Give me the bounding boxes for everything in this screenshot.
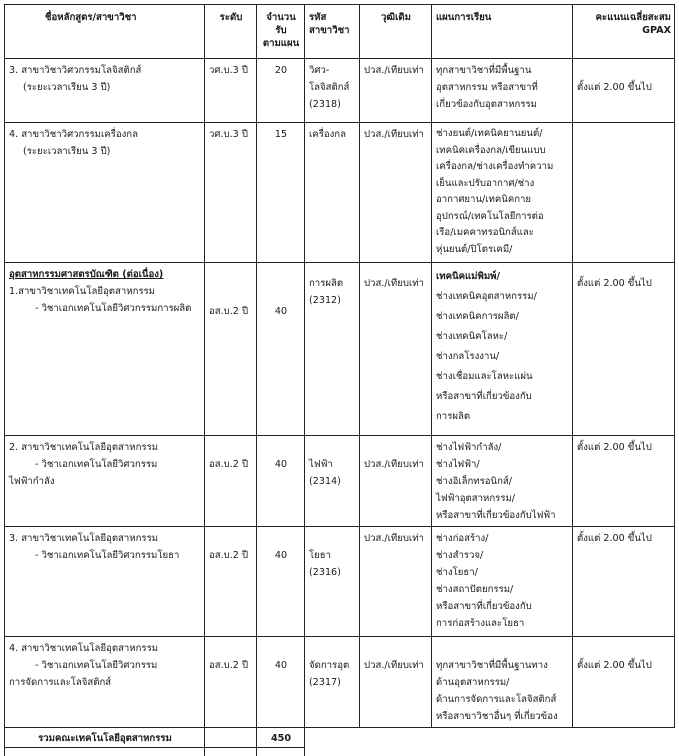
gpax-cell: ตั้งแต่ 2.00 ขึ้นไป [573,436,675,527]
plan-cell: ช่างก่อสร้าง/ ช่างสำรวจ/ ช่างโยธา/ ช่างสถาปัตยกรรม/ หรือสาขาที่เกี่ยวข้องกับ การก่อสร้างและโยธา [432,527,573,637]
level-cell: อส.บ.2 ปี [205,436,257,527]
plan-cell: เทคนิคแม่พิมพ์/ ช่างเทคนิคอุตสาหกรรม/ ช่างเทคนิคการผลิต/ ช่างเทคนิคโลหะ/ ช่างกลโรงงาน/ ช่างเชื่อมและโลหะแผ่น หรือสาขาที่เกี่ยวข้องกับ การผลิต [432,263,573,436]
level-cell: อส.บ.2 ปี [205,263,257,436]
total-value: 450 [257,728,305,748]
gpax-cell: ตั้งแต่ 2.00 ขึ้นไป [573,59,675,123]
gpax-cell: ตั้งแต่ 2.00 ขึ้นไป [573,637,675,728]
code-cell: วิศว- โลจิสติกส์ (2318) [305,59,360,123]
quota-cell: 40 [257,263,305,436]
qualification-cell: ปวส./เทียบเท่า [360,527,432,637]
plan-cell: ทุกสาขาวิชาที่มีพื้นฐานทาง ด้านอุตสาหกรรม/ ด้านการจัดการและโลจิสติกส์ หรือสาขาวิชาอื่นๆ ที่เกี่ยวข้อง [432,637,573,728]
qualification-cell: ปวส./เทียบเท่า [360,123,432,263]
plan-cell: ทุกสาขาวิชาที่มีพื้นฐาน อุตสาหกรรม หรือสาขาที่ เกี่ยวข้องกับอุตสาหกรรม [432,59,573,123]
program-cell: 3. สาขาวิชาเทคโนโลยีอุตสาหกรรม - วิชาเอกเทคโนโลยีวิศวกรรมโยธา [5,527,205,637]
admission-table [4,4,675,756]
table-row [5,263,675,436]
table-row [5,436,675,527]
program-cell: 3. สาขาวิชาวิศวกรรมโลจิสติกส์ (ระยะเวลาเรียน 3 ปี) [5,59,205,123]
header-qualification: วุฒิเดิม [360,5,432,59]
program-cell: 4. สาขาวิชาเทคโนโลยีอุตสาหกรรม - วิชาเอกเทคโนโลยีวิศวกรรม การจัดการและโลจิสติกส์ [5,637,205,728]
qualification-cell: ปวส./เทียบเท่า [360,637,432,728]
quota-cell: 40 [257,436,305,527]
code-cell: การผลิต (2312) [305,263,360,436]
header-gpax: คะแนนเฉลี่ยสะสม GPAX [573,5,675,59]
header-level: ระดับ [205,5,257,59]
table-row [5,123,675,263]
plan-cell: ช่างยนต์/เทคนิคยานยนต์/ เทคนิคเครื่องกล/เขียนแบบ เครื่องกล/ช่างเครื่องทำความ เย็นและปรับอากาศ/ช่าง อากาศยาน/เทคนิคกาย อุปกรณ์/เทคโนโลยีการต่อ เรือ/เมคคาทรอนิกส์และ หุ่นยนต์/ปิโตรเคมี/ [432,123,573,263]
quota-cell: 40 [257,637,305,728]
gpax-cell [573,123,675,263]
quota-cell: 15 [257,123,305,263]
header-quota: จำนวน รับ ตามแผน [257,5,305,59]
total-label: รวมคณะเทคโนโลยีอุตสาหกรรม [5,728,205,748]
table-row [5,527,675,637]
qualification-cell: ปวส./เทียบเท่า [360,59,432,123]
quota-cell: 40 [257,527,305,637]
header-program: ชื่อหลักสูตร/สาขาวิชา [5,5,205,59]
level-cell: วศ.บ.3 ปี [205,123,257,263]
code-cell: ไฟฟ้า (2314) [305,436,360,527]
plan-cell: ช่างไฟฟ้ากำลัง/ ช่างไฟฟ้า/ ช่างอิเล็กทรอนิกส์/ ไฟฟ้าอุตสาหกรรม/ หรือสาขาที่เกี่ยวข้องกับไฟฟ้า [432,436,573,527]
header-code: รหัส สาขาวิชา [305,5,360,59]
quota-cell: 20 [257,59,305,123]
gpax-cell: ตั้งแต่ 2.00 ขึ้นไป [573,527,675,637]
program-cell: 2. สาขาวิชาเทคโนโลยีอุตสาหกรรม - วิชาเอกเทคโนโลยีวิศวกรรม ไฟฟ้ากำลัง [5,436,205,527]
level-cell: วศ.บ.3 ปี [205,59,257,123]
gpax-cell: ตั้งแต่ 2.00 ขึ้นไป [573,263,675,436]
code-cell: เครื่องกล [305,123,360,263]
program-cell: 4. สาขาวิชาวิศวกรรมเครื่องกล (ระยะเวลาเรียน 3 ปี) [5,123,205,263]
code-cell: โยธา (2316) [305,527,360,637]
level-cell: อส.บ.2 ปี [205,527,257,637]
cut-off-row [5,748,675,756]
program-cell: อุตสาหกรรมศาสตรบัณฑิต (ต่อเนื่อง) 1.สาขาวิชาเทคโนโลยีอุตสาหกรรม - วิชาเอกเทคโนโลยีวิศวกรรมการผลิต [5,263,205,436]
level-cell: อส.บ.2 ปี [205,637,257,728]
header-study-plan: แผนการเรียน [432,5,573,59]
code-cell: จัดการอุต (2317) [305,637,360,728]
section-title: อุตสาหกรรมศาสตรบัณฑิต (ต่อเนื่อง) [9,266,201,283]
table-row [5,637,675,728]
qualification-cell: ปวส./เทียบเท่า [360,263,432,436]
qualification-cell: ปวส./เทียบเท่า [360,436,432,527]
table-row [5,59,675,123]
table-header-row [5,5,675,59]
